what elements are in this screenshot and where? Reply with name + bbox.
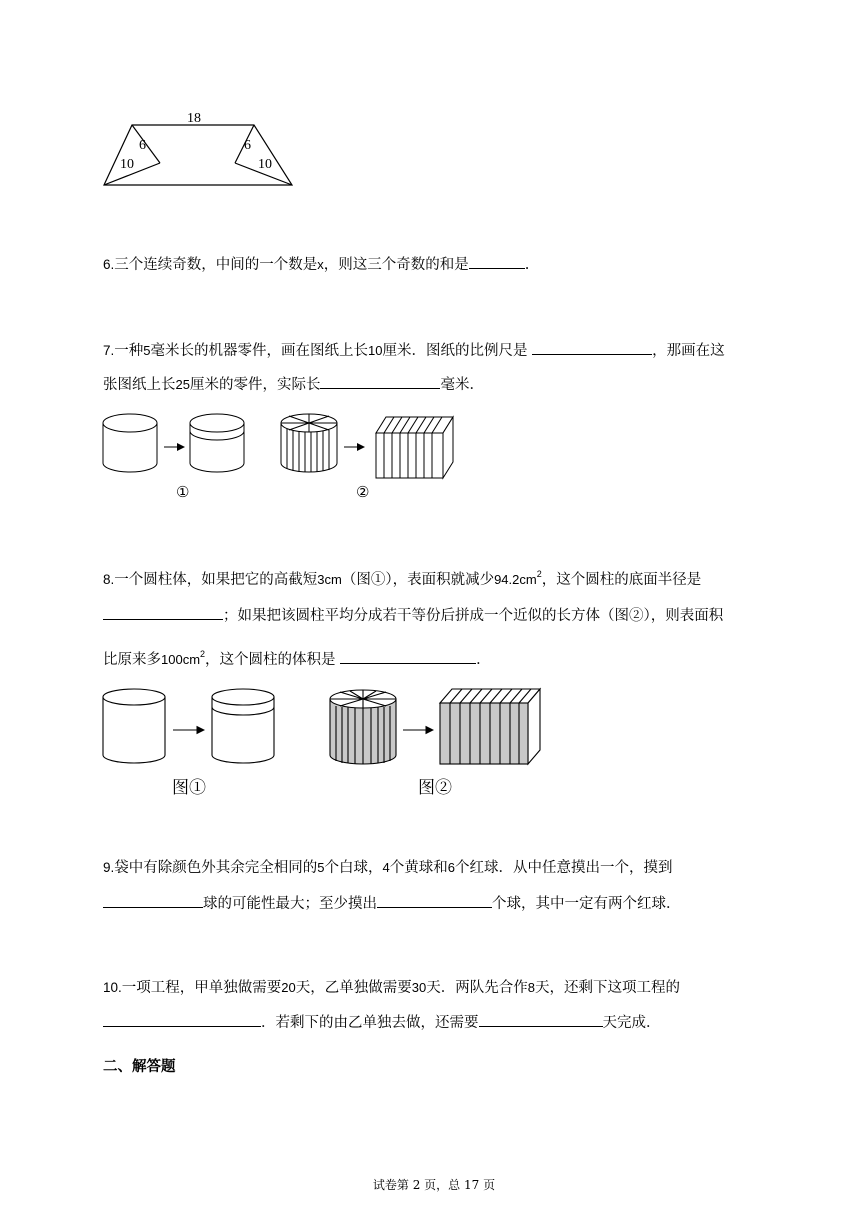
question-text: ，这个圆柱的底面半径是: [541, 572, 702, 588]
figure-label-2: 图②: [418, 778, 452, 797]
question-text: 三个连续奇数，中间的一个数是: [114, 257, 318, 273]
question-text: 毫米长的机器零件，画在图纸上长: [150, 343, 368, 359]
question-text: 个白球，: [324, 860, 383, 876]
answer-blank[interactable]: [103, 893, 203, 908]
figure-ref: ①: [370, 572, 386, 588]
trapezoid-top-label: 18: [187, 111, 201, 126]
question-text: 天，乙单独做需要: [295, 980, 412, 996]
trapezoid-figure: [98, 105, 298, 190]
question-text: 个红球．从中任意摸出一个，摸到: [454, 860, 673, 876]
question-text: ；如果把该圆柱平均分成若干等份后拼成一个近似的长方体（图: [223, 608, 629, 624]
question-10-line-2: [103, 1012, 661, 1033]
question-text: ，那画在这: [652, 343, 725, 359]
question-6: [103, 254, 529, 275]
question-text: ．: [476, 652, 491, 668]
question-text: ，则这三个奇数的和是: [323, 257, 469, 273]
value: 20: [281, 980, 296, 995]
answer-blank[interactable]: [377, 893, 492, 908]
value: 3cm: [317, 572, 342, 587]
value: 8: [527, 980, 535, 995]
cylinder-figure-small: [98, 405, 468, 505]
value: 5: [143, 343, 151, 358]
answer-blank[interactable]: [479, 1012, 603, 1027]
question-text: ．若剩下的由乙单独去做，还需要: [261, 1015, 479, 1031]
question-text: 天完成．: [602, 1015, 661, 1031]
question-text: 球的可能性最大；至少摸出: [203, 896, 377, 912]
value: 25: [175, 377, 190, 392]
value: 10: [368, 343, 383, 358]
question-8-line-2: [103, 605, 723, 626]
answer-blank[interactable]: [103, 605, 223, 620]
figure-label-1: 图①: [172, 778, 206, 797]
question-7-line-1: [103, 340, 725, 361]
question-text: .: [524, 257, 530, 273]
value: 6: [447, 860, 455, 875]
question-text: 袋中有除颜色外其余完全相同的: [114, 860, 318, 876]
question-text: ），表面积就减少: [385, 572, 495, 588]
question-text: 比原来多: [103, 652, 161, 668]
question-text: 一种: [114, 343, 144, 359]
question-text: 一个圆柱体，如果把它的高截短: [114, 572, 318, 588]
question-10-line-1: [103, 978, 680, 998]
question-text: ，这个圆柱的体积是: [205, 652, 336, 668]
question-text: 个球，其中一定有两个红球．: [492, 896, 681, 912]
value: 4: [382, 860, 390, 875]
value: 30: [411, 980, 427, 995]
question-9-line-1: [103, 858, 672, 878]
page-footer: 试卷第 2 页，总 17 页: [372, 1178, 496, 1192]
value: 5: [317, 860, 325, 875]
value: 94.2cm: [494, 572, 537, 587]
question-8-line-3: [103, 649, 491, 671]
answer-blank[interactable]: [340, 649, 476, 664]
trapezoid-left-inner-label: 6: [139, 138, 146, 153]
answer-blank[interactable]: [103, 1012, 261, 1027]
superscript: 2: [200, 649, 206, 659]
question-7-line-2: [103, 374, 484, 395]
question-number: 7.: [103, 343, 115, 358]
trapezoid-right-inner-label: 6: [244, 138, 251, 153]
figure-label-1: ①: [176, 485, 190, 501]
question-text: 厘米的零件，实际长: [189, 377, 321, 393]
trapezoid-right-outer-label: 10: [258, 157, 272, 172]
question-9-line-2: [103, 893, 681, 914]
answer-blank[interactable]: [469, 254, 525, 269]
cylinder-figure-large: [98, 685, 548, 800]
variable: x: [317, 257, 324, 272]
question-text: 张图纸上长: [103, 377, 176, 393]
answer-blank[interactable]: [320, 374, 440, 389]
section-heading: 二、解答题: [103, 1058, 176, 1075]
figure-label-2: ②: [356, 485, 370, 501]
question-number: 8.: [103, 572, 115, 587]
answer-blank[interactable]: [532, 340, 652, 355]
question-text: ），则表面积: [643, 608, 724, 624]
question-text: 天．两队先合作: [426, 980, 528, 996]
question-text: （图: [341, 572, 371, 588]
question-number: 6.: [103, 257, 115, 272]
question-text: 毫米．: [440, 377, 484, 393]
trapezoid-left-outer-label: 10: [120, 157, 134, 172]
question-text: 一项工程，甲单独做需要: [121, 980, 282, 996]
superscript: 2: [536, 569, 542, 579]
question-text: 厘米．图纸的比例尺是: [382, 343, 528, 359]
question-text: 个黄球和: [389, 860, 448, 876]
question-number: 10.: [103, 980, 122, 995]
figure-ref: ②: [629, 608, 644, 624]
value: 100cm: [161, 652, 201, 667]
question-number: 9.: [103, 860, 115, 875]
question-8-line-1: [103, 570, 701, 591]
question-text: 天，还剩下这项工程的: [534, 980, 680, 996]
